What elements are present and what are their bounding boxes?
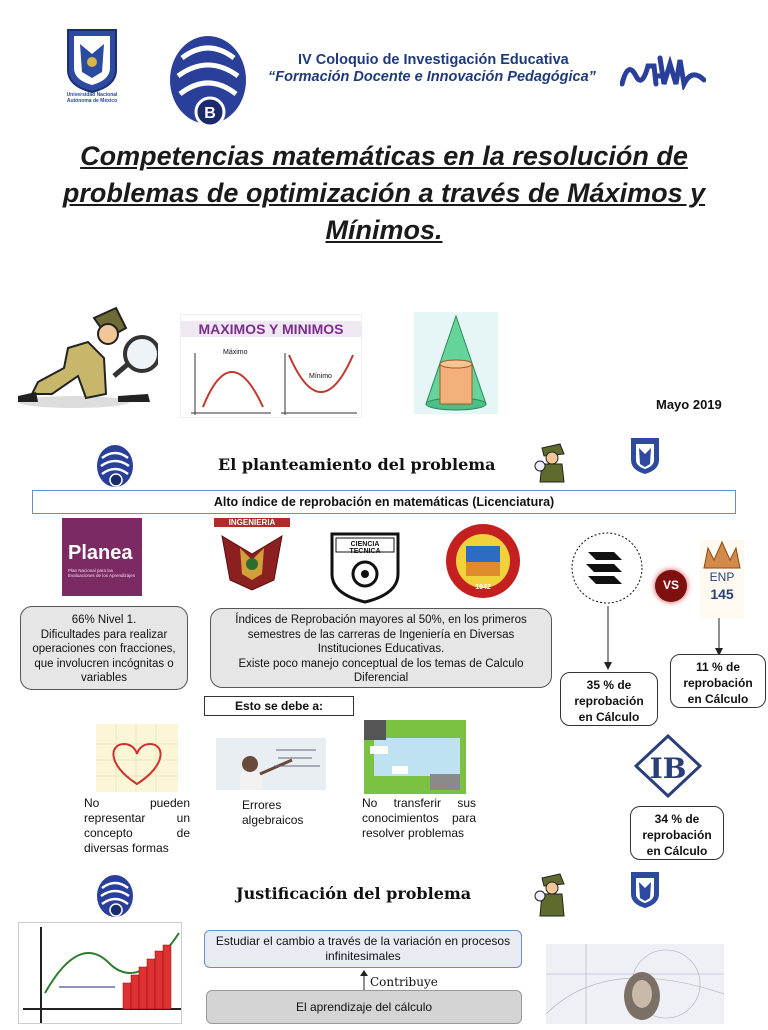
engineering-info-box [210,608,552,688]
planea-logo [62,518,142,596]
cch-percentage-box: 35 % de reprobación en Cálculo [560,672,658,726]
sdg-small-logo-2 [96,874,134,923]
unam-small-logo-2 [628,870,662,919]
contribuye-arrow [358,970,370,990]
engineering-info-line2: Existe poco manejo conceptual de los temas de Calculo Diferencial [238,657,524,684]
unam-small-logo [628,436,662,485]
maximos-minimos-image [180,314,362,418]
sdg-logo [168,32,252,135]
svg-text:B: B [204,105,216,122]
enp-percentage-box: 11 % de reprobación en Cálculo [670,654,766,708]
detective-small-2 [532,870,572,923]
algebra-photo [216,738,326,790]
ib-logo [634,734,702,803]
section1-heading: El planteamiento del problema [218,455,496,474]
ingenieria-logo [214,518,290,592]
maxmin-max-label: Máximo [223,349,248,356]
reprobation-banner: Alto índice de reprobación en matemáticas (Licenciatura) [32,490,736,514]
ib-percentage-box: 34 % de reprobación en Cálculo [630,806,724,860]
unam-logo [62,26,122,106]
reason-1-text: No pueden representar un concepto de diversas formas [84,796,190,855]
esto-se-debe-box: Esto se debe a: [204,696,354,716]
cch-logo [570,528,644,613]
engineering-info-line1: Índices de Reprobación mayores al 50%, en los primeros semestres de las carreras de Ingeniería en Diversas Instituciones Educativas. [235,614,527,655]
institution-logo [620,54,706,95]
sdg-small-logo [96,444,134,493]
descartes-image [546,944,724,1024]
reason-3-text: No transferir sus conocimientos para resolver problemas [362,796,476,840]
unam-logo-text: Universidad Nacional Autónoma de México [66,92,118,104]
main-title: Competencias matemáticas en la resolución de problemas de optimización a través de Máximos y Mínimos. [62,141,706,245]
detective-small [532,440,572,489]
arrow-cch [602,606,614,670]
justification-box-2: El aprendizaje del cálculo [206,990,522,1024]
enp-years: 145 [710,586,734,602]
vs-label: VS [662,578,679,592]
reason-2-text: Errores algebraicos [242,798,304,827]
section2-heading: Justificación del problema [236,884,472,903]
ingenieria-label: INGENIERIA [214,518,290,527]
ciencia-tecnica-logo [326,530,404,604]
planea-info-line2: Dificultades para realizar operaciones con fracciones, que involucren incógnitas o variables [32,628,176,684]
planea-subtitle: Plan Nacional para las Evaluaciones de los Aprendizajes [68,568,136,578]
cone-cylinder-image [414,312,498,414]
transfer-problem-image [364,720,466,794]
justification-box-1: Estudiar el cambio a través de la variación en procesos infinitesimales [204,930,522,968]
heart-graph-image [96,724,178,792]
coloquio-line-2: “Formación Docente e Innovación Pedagógica” [268,69,596,85]
date-label: Mayo 2019 [656,397,722,412]
integral-graph-image [18,922,182,1024]
coloquio-title [268,52,596,86]
coloquio-line-1: IV Coloquio de Investigación Educativa [298,52,569,68]
arrow-enp [713,618,725,656]
maxmin-min-label: Mínimo [309,373,332,380]
maxmin-title: MAXIMOS Y MINIMOS [181,321,361,337]
planea-word: Planea [68,542,133,564]
contribuye-label: Contribuye [370,975,438,989]
planea-info-line1: 66% Nivel 1. [71,614,137,626]
planea-info-box [20,606,188,690]
enp-logo [700,540,744,618]
unison-year: 1942 [475,584,491,591]
enp-label: ENP [709,570,735,584]
svg-text:IB: IB [649,752,687,785]
unison-logo [444,522,522,600]
ciencia-tecnica-label: CIENCIA TECNICA [349,541,381,555]
detective-illustration [8,298,158,415]
